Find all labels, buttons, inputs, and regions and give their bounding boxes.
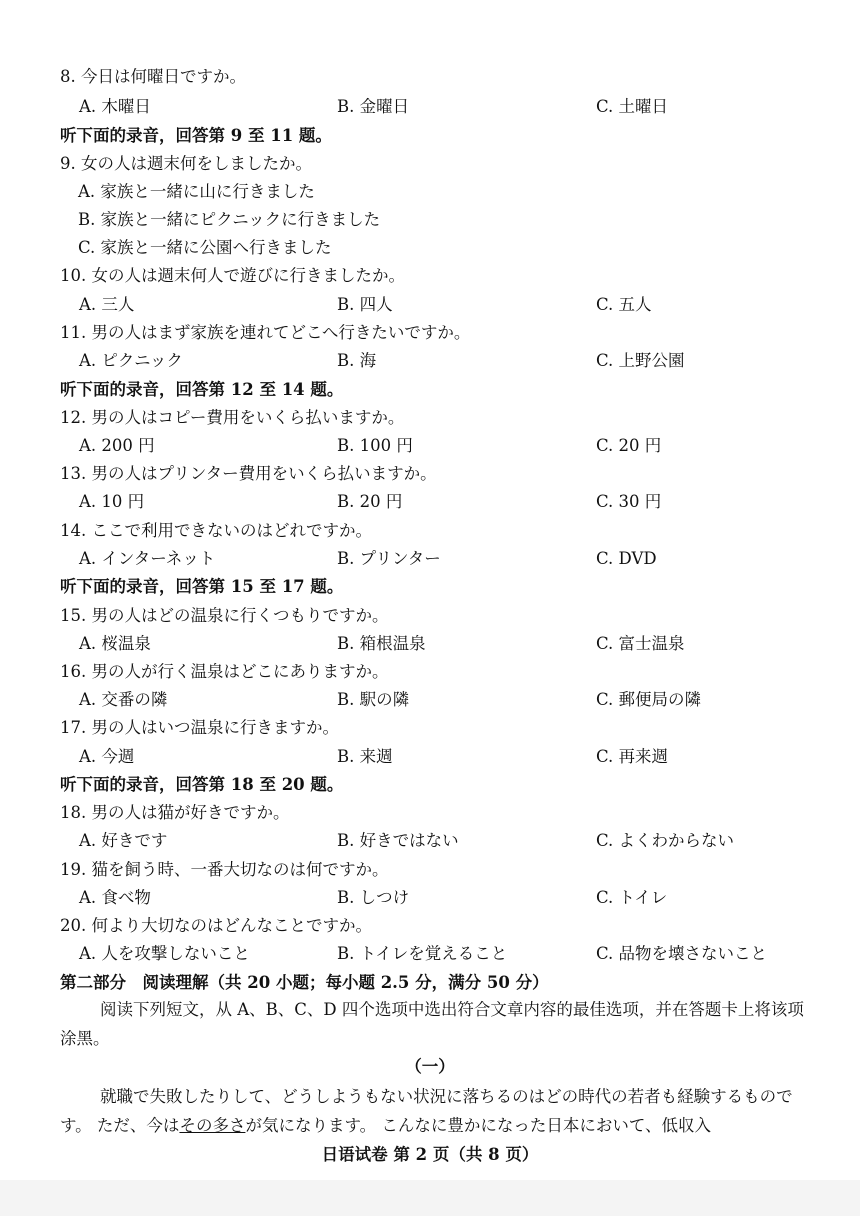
question-11-stem: 11. 男の人はまず家族を連れてどこへ行きたいですか。: [60, 323, 471, 342]
option-a: A. 桜温泉: [79, 634, 151, 653]
option-b: B. しつけ: [337, 888, 410, 907]
option-b: B. 四人: [337, 295, 393, 314]
question-18-options: [0, 830, 860, 852]
option-b: B. プリンター: [337, 549, 441, 568]
passage-title: （一）: [405, 1057, 455, 1076]
option-a: A. 食べ物: [79, 888, 151, 907]
option-b: B. 駅の隣: [337, 690, 410, 709]
option-c: C. 再来週: [596, 747, 669, 766]
question-13-options: [0, 491, 860, 513]
option-c: C. 品物を壊さないこと: [596, 944, 768, 963]
option-b: B. 金曜日: [337, 97, 410, 116]
page-footer: 日语试卷 第 2 页（共 8 页）: [321, 1145, 539, 1164]
question-16-stem: 16. 男の人が行く温泉はどこにありますか。: [60, 662, 389, 681]
option-c: C. 30 円: [596, 492, 662, 511]
listening-instruction: 听下面的录音，回答第 18 至 20 题。: [60, 775, 344, 794]
section-title: 第二部分 阅读理解（共 20 小题；每小题 2.5 分，满分 50 分）: [60, 973, 549, 992]
option-b: B. トイレを覚えること: [337, 944, 508, 963]
option-a: A. ピクニック: [79, 351, 183, 370]
option-c: C. トイレ: [596, 888, 668, 907]
option-a: A. 200 円: [79, 436, 155, 455]
question-13-stem: 13. 男の人はプリンター費用をいくら払いますか。: [60, 464, 437, 483]
question-15-options: [0, 633, 860, 655]
option-a: A. 好きです: [79, 831, 168, 850]
option-c: C. よくわからない: [596, 831, 735, 850]
option-b: B. 100 円: [337, 436, 413, 455]
option-c: C. DVD: [596, 549, 657, 568]
listening-instruction: 听下面的录音，回答第 9 至 11 题。: [60, 126, 332, 145]
question-12-stem: 12. 男の人はコピー費用をいくら払いますか。: [60, 408, 405, 427]
option-b: B. 20 円: [337, 492, 403, 511]
option-a: A. 10 円: [79, 492, 145, 511]
option-c: C. 郵便局の隣: [596, 690, 702, 709]
option-c: C. 20 円: [596, 436, 662, 455]
question-19-options: [0, 887, 860, 909]
option-a: A. 家族と一緒に山に行きました: [78, 182, 315, 201]
question-19-stem: 19. 猫を飼う時、一番大切なのは何ですか。: [60, 860, 389, 879]
question-17-stem: 17. 男の人はいつ温泉に行きますか。: [60, 718, 339, 737]
listening-instruction: 听下面的录音，回答第 15 至 17 题。: [60, 577, 344, 596]
underlined-phrase: その多さ: [179, 1116, 246, 1135]
option-c: C. 家族と一緒に公園へ行きました: [78, 238, 332, 257]
question-10-options: [0, 294, 860, 316]
option-c: C. 土曜日: [596, 97, 669, 116]
option-a: A. 木曜日: [79, 97, 151, 116]
page-bottom-margin: [0, 1180, 860, 1216]
question-8-options: [0, 96, 860, 118]
option-b: B. 来週: [337, 747, 393, 766]
question-20-stem: 20. 何より大切なのはどんなことですか。: [60, 916, 372, 935]
passage-text-start: 就職で失敗したりして、どうしようもない状況に落ちるのはどの時代の若者も経験するものです。 ただ、今は: [60, 1087, 793, 1135]
option-a: A. 三人: [79, 295, 135, 314]
option-c: C. 富士温泉: [596, 634, 685, 653]
option-c: C. 五人: [596, 295, 652, 314]
question-9-stem: 9. 女の人は週末何をしましたか。: [60, 154, 312, 173]
question-14-stem: 14. ここで利用できないのはどれですか。: [60, 521, 372, 540]
reading-instruction: 阅读下列短文，从 A、B、C、D 四个选项中选出符合文章内容的最佳选项，并在答题卡上将该项涂黑。: [60, 1000, 804, 1048]
question-10-stem: 10. 女の人は週末何人で遊びに行きましたか。: [60, 266, 405, 285]
question-16-options: [0, 689, 860, 711]
option-a: A. 交番の隣: [79, 690, 168, 709]
question-18-stem: 18. 男の人は猫が好きですか。: [60, 803, 290, 822]
option-b: B. 海: [337, 351, 377, 370]
question-14-options: [0, 548, 860, 570]
question-17-options: [0, 746, 860, 768]
passage-text-end: が気になります。 こんなに豊かになった日本において、低収入: [245, 1116, 712, 1135]
option-a: A. インターネット: [79, 549, 216, 568]
question-15-stem: 15. 男の人はどの温泉に行くつもりですか。: [60, 606, 389, 625]
option-c: C. 上野公園: [596, 351, 685, 370]
question-11-options: [0, 350, 860, 372]
option-b: B. 家族と一緒にピクニックに行きました: [78, 210, 381, 229]
question-20-options: [0, 943, 860, 965]
passage-text: [60, 1082, 805, 1140]
question-12-options: [0, 435, 860, 457]
listening-instruction: 听下面的录音，回答第 12 至 14 题。: [60, 380, 344, 399]
option-b: B. 箱根温泉: [337, 634, 426, 653]
option-a: A. 今週: [79, 747, 135, 766]
question-8-stem: 8. 今日は何曜日ですか。: [60, 67, 246, 86]
option-b: B. 好きではない: [337, 831, 459, 850]
option-a: A. 人を攻撃しないこと: [79, 944, 250, 963]
